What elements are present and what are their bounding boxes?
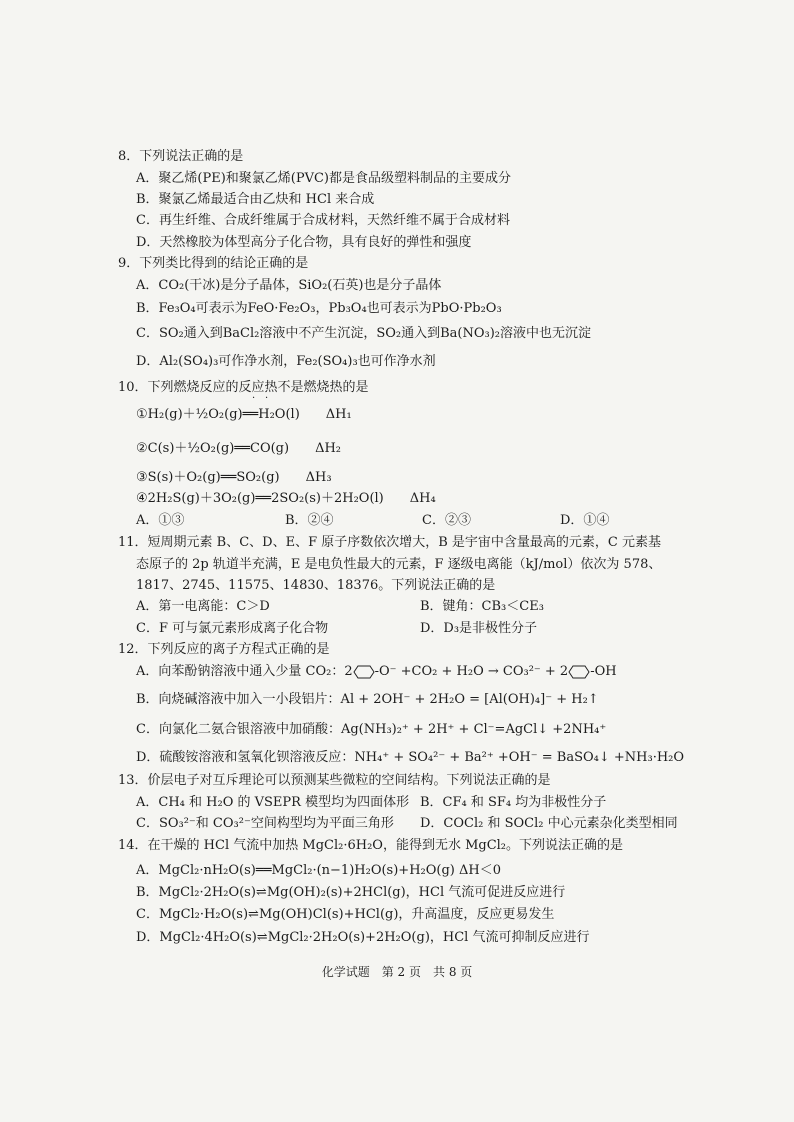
q14-option-b: B．MgCl₂·2H₂O(s)⇌Mg(OH)₂(s)+2HCl(g)，HCl 气流可促进反应进行 <box>136 885 566 900</box>
q8-option-a: A．聚乙烯(PE)和聚氯乙烯(PVC)都是食品级塑料制品的主要成分 <box>136 171 511 186</box>
q9-option-a: A．CO₂(干冰)是分子晶体，SiO₂(石英)也是分子晶体 <box>136 278 442 293</box>
q12-option-a-mid: -O⁻ +CO₂ + H₂O → CO₃²⁻ + 2 <box>374 664 569 679</box>
q11-option-d: D．D₃是非极性分子 <box>420 621 538 636</box>
q14-option-d: D．MgCl₂·4H₂O(s)⇌MgCl₂·2H₂O(s)+2H₂O(g)，HCl 气流可抑制反应进行 <box>136 930 590 945</box>
page-footer: 化学试题 第 2 页 共 8 页 <box>321 965 473 979</box>
q9-option-b: B．Fe₃O₄可表示为FeO·Fe₂O₃，Pb₃O₄也可表示为PbO·Pb₂O₃ <box>136 301 502 316</box>
q13-option-c: C．SO₃²⁻和 CO₃²⁻空间构型均为平面三角形 <box>136 816 394 831</box>
q10-reaction-3: ③S(s)＋O₂(g)══SO₂(g) ΔH₃ <box>136 470 332 485</box>
q8-option-c: C．再生纤维、合成纤维属于合成材料，天然纤维不属于合成材料 <box>136 213 510 228</box>
q11-option-b: B．键角：CB₃＜CE₃ <box>420 599 544 614</box>
q11-stem-line2: 态原子的 2p 轨道半充满，E 是电负性最大的元素，F 逐级电离能（kJ/mol）依次为 578、 <box>136 557 662 572</box>
q13-option-d: D．COCl₂ 和 SOCl₂ 中心元素杂化类型相同 <box>420 816 678 831</box>
q14-stem: 14．在干燥的 HCl 气流中加热 MgCl₂·6H₂O，能得到无水 MgCl₂。下列说法正确的是 <box>118 838 624 853</box>
q14-option-c: C．MgCl₂·H₂O(s)⇌Mg(OH)Cl(s)+HCl(g)，升高温度，反应更易发生 <box>136 907 555 922</box>
q13-option-a: A．CH₄ 和 H₂O 的 VSEPR 模型均为四面体形 <box>136 795 410 810</box>
q12-option-b: B．向烧碱溶液中加入一小段铝片：Al + 2OH⁻ + 2H₂O = [Al(OH)₄]⁻ + H₂↑ <box>136 692 599 707</box>
q8-option-b: B．聚氯乙烯最适合由乙炔和 HCl 来合成 <box>136 192 375 207</box>
q10-option-a: A．①③ <box>136 513 185 528</box>
q9-stem: 9．下列类比得到的结论正确的是 <box>118 256 309 271</box>
q12-option-c: C．向氯化二氨合银溶液中加硝酸：Ag(NH₃)₂⁺ + 2H⁺ + Cl⁻=AgCl↓ +2NH₄⁺ <box>136 722 607 737</box>
q13-option-b: B．CF₄ 和 SF₄ 均为非极性分子 <box>420 795 607 810</box>
q10-reaction-2: ②C(s)＋½O₂(g)══CO(g) ΔH₂ <box>136 441 342 456</box>
q10-option-b: B．②④ <box>285 513 334 528</box>
emphasis-dot: · <box>265 393 269 404</box>
q11-option-c: C．F 可与氯元素形成离子化合物 <box>136 621 329 636</box>
q11-stem-line3: 1817、2745、11575、14830、18376。下列说法正确的是 <box>136 578 496 593</box>
benzene-ring-icon <box>353 665 375 679</box>
q10-option-d: D．①④ <box>560 513 610 528</box>
q12-stem: 12．下列反应的离子方程式正确的是 <box>118 642 330 657</box>
q8-option-d: D．天然橡胶为体型高分子化合物，具有良好的弹性和强度 <box>136 235 472 250</box>
q9-option-d: D．Al₂(SO₄)₃可作净水剂，Fe₂(SO₄)₃也可作净水剂 <box>136 354 436 369</box>
benzene-ring-icon <box>568 665 590 679</box>
emphasis-dot: · <box>252 393 256 404</box>
q10-stem: 10．下列燃烧反应的反应热不是燃烧热的是 <box>118 380 369 395</box>
q11-option-a: A．第一电离能：C＞D <box>136 599 270 614</box>
q13-stem: 13．价层电子对互斥理论可以预测某些微粒的空间结构。下列说法正确的是 <box>118 773 551 788</box>
q11-stem-line1: 11．短周期元素 B、C、D、E、F 原子序数依次增大，B 是宇宙中含量最高的元素，C 元素基 <box>118 535 662 550</box>
q10-reaction-4: ④2H₂S(g)＋3O₂(g)══2SO₂(s)＋2H₂O(l) ΔH₄ <box>136 491 436 506</box>
q10-option-c: C．②③ <box>422 513 471 528</box>
q12-option-a-end: -OH <box>590 664 617 679</box>
q12-option-d: D．硫酸铵溶液和氢氧化钡溶液反应：NH₄⁺ + SO₄²⁻ + Ba²⁺ +OH⁻ = BaSO₄↓ +NH₃·H₂O <box>136 750 685 765</box>
q9-option-c: C．SO₂通入到BaCl₂溶液中不产生沉淀，SO₂通入到Ba(NO₃)₂溶液中也无沉淀 <box>136 326 592 341</box>
q12-option-a <box>136 664 617 680</box>
q10-reaction-1: ①H₂(g)＋½O₂(g)══H₂O(l) ΔH₁ <box>136 407 352 422</box>
q12-option-a-text: A．向苯酚钠溶液中通入少量 CO₂：2 <box>136 664 353 679</box>
q8-stem: 8．下列说法正确的是 <box>118 149 244 164</box>
q14-option-a: A．MgCl₂·nH₂O(s)══MgCl₂·(n−1)H₂O(s)+H₂O(g) ΔH＜0 <box>136 863 501 878</box>
